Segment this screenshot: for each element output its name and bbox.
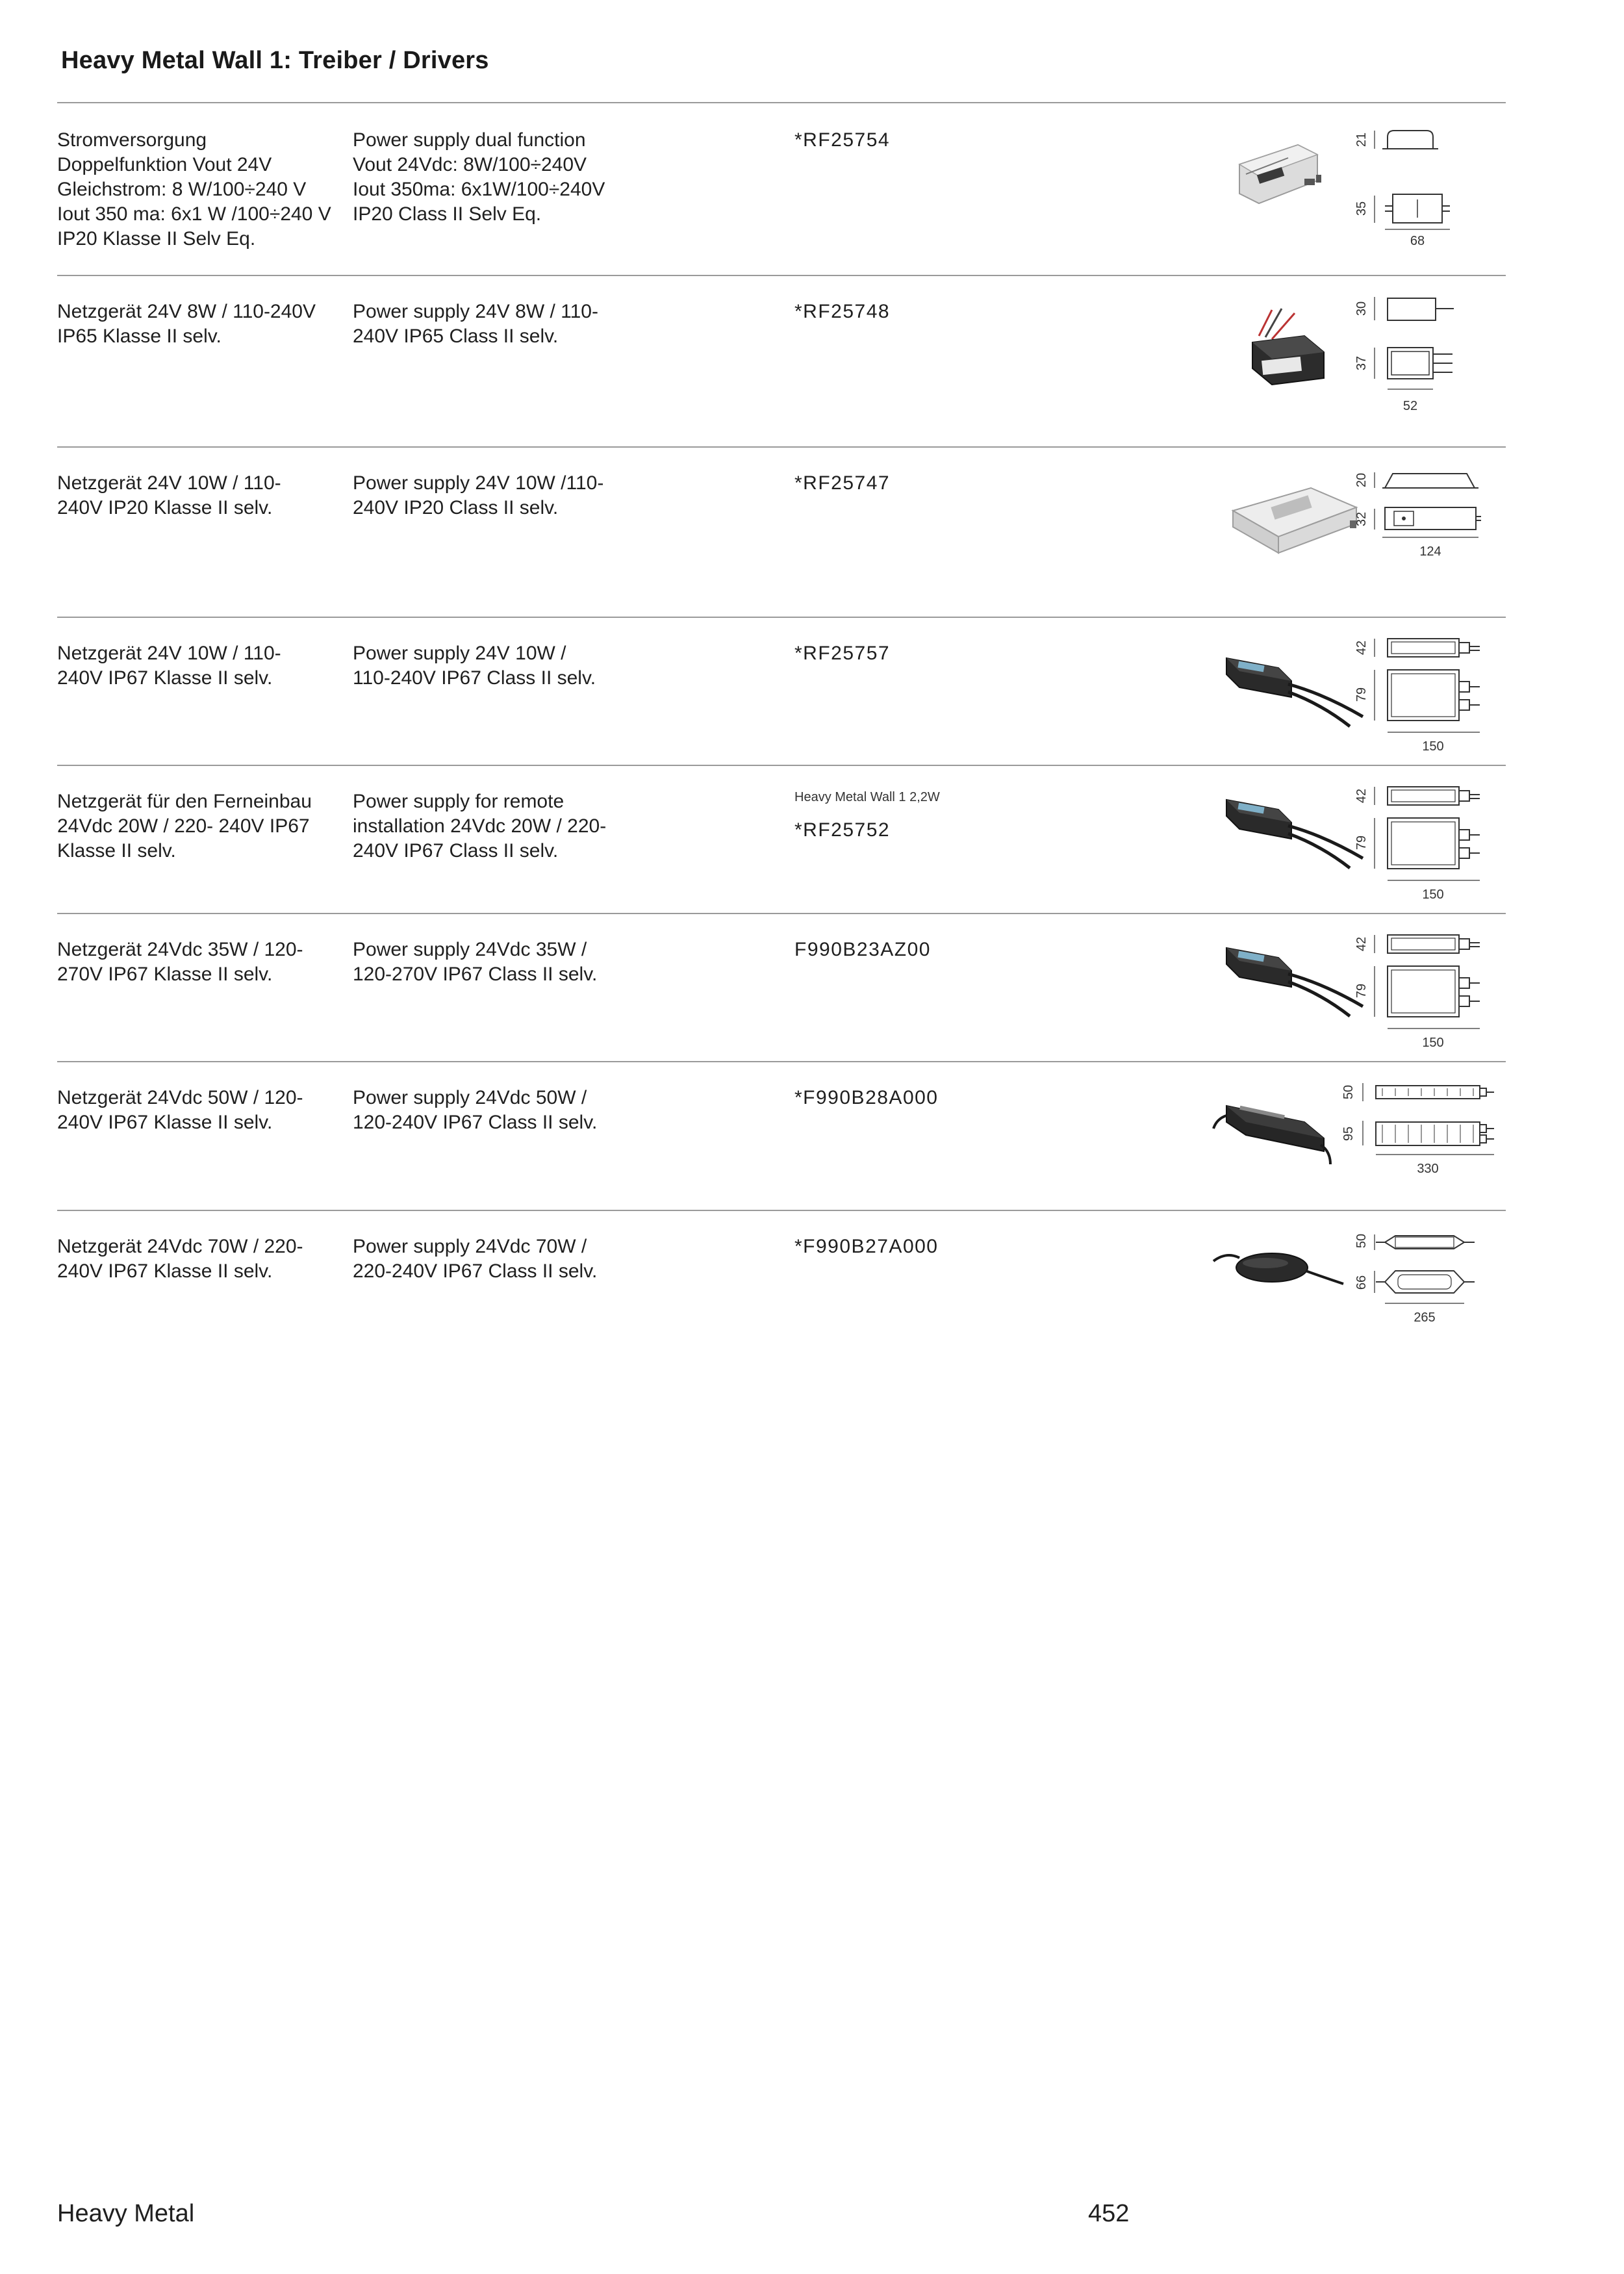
dimension-drawing (1356, 1218, 1506, 1354)
product-row (57, 275, 1506, 448)
product-photo (1155, 462, 1376, 572)
dimension-drawing (1356, 454, 1506, 591)
description-english: Power supply 24Vdc 70W / 220-240V IP67 Class II selv. (353, 1236, 598, 1282)
dimension-length-label: 68 (1410, 234, 1425, 248)
dimension-length-label: 124 (1419, 544, 1441, 559)
article-code-cell (794, 300, 1119, 324)
article-code: *RF25754 (794, 129, 891, 151)
dimension-height-label: 42 (1354, 936, 1369, 952)
product-photo (1155, 1225, 1376, 1336)
description-english: Power supply 24Vdc 35W / 120-270V IP67 Class II selv. (353, 939, 598, 985)
description-english: Power supply for remote installation 24Vdc 20W / 220- 240V IP67 Class II selv. (353, 791, 607, 862)
dimension-height-label: 42 (1354, 640, 1369, 656)
dimension-drawing (1356, 624, 1506, 761)
product-row (57, 1061, 1506, 1211)
footer-brand: Heavy Metal (57, 2200, 195, 2227)
description-german: Netzgerät 24V 10W / 110- 240V IP67 Klasse II selv. (57, 643, 281, 689)
dimension-length-label: 150 (1422, 1036, 1444, 1050)
product-photo (1155, 928, 1376, 1039)
dimension-length-label: 330 (1417, 1162, 1439, 1176)
compatibility-note: Heavy Metal Wall 1 2,2W (794, 790, 940, 804)
description-german: Netzgerät für den Ferneinbau 24Vdc 20W / 220- 240V IP67 Klasse II selv. (57, 791, 312, 862)
product-photo (1155, 780, 1376, 891)
article-code: *RF25757 (794, 643, 891, 664)
dimension-drawing (1356, 773, 1506, 909)
product-photo (1155, 119, 1376, 229)
description-english: Power supply dual function Vout 24Vdc: 8W/100÷240V Iout 350ma: 6x1W/100÷240V IP20 Class II Selv Eq. (353, 129, 605, 225)
dimension-height-label: 50 (1354, 1233, 1369, 1249)
product-row (57, 913, 1506, 1062)
description-english: Power supply 24Vdc 50W / 120-240V IP67 Class II selv. (353, 1087, 598, 1133)
product-row (57, 765, 1506, 914)
article-code-cell (794, 471, 1119, 496)
article-code-cell (794, 1086, 1119, 1110)
product-row (57, 446, 1506, 618)
page-title: Heavy Metal Wall 1: Treiber / Drivers (61, 47, 489, 74)
dimension-drawing (1341, 1069, 1506, 1205)
description-english: Power supply 24V 8W / 110- 240V IP65 Class II selv. (353, 301, 598, 347)
product-photo (1155, 632, 1376, 743)
article-code-cell (794, 938, 1119, 962)
dimension-height-label: 50 (1341, 1084, 1356, 1100)
product-row (57, 103, 1506, 276)
dimension-depth-label: 66 (1354, 1275, 1369, 1290)
article-code-cell (794, 128, 1119, 153)
dimension-depth-label: 35 (1354, 201, 1369, 216)
description-german: Netzgerät 24Vdc 35W / 120- 270V IP67 Klasse II selv. (57, 939, 303, 985)
product-row (57, 1210, 1506, 1366)
dimension-depth-label: 37 (1354, 355, 1369, 371)
description-german: Netzgerät 24Vdc 70W / 220- 240V IP67 Klasse II selv. (57, 1236, 303, 1282)
article-code-cell (794, 1234, 1119, 1259)
dimension-depth-label: 95 (1341, 1126, 1356, 1142)
article-code: *RF25752 (794, 819, 891, 841)
dimension-height-label: 20 (1354, 472, 1369, 488)
page-number: 452 (1088, 2200, 1130, 2227)
description-english: Power supply 24V 10W / 110-240V IP67 Class II selv. (353, 643, 596, 689)
article-code-cell (794, 641, 1119, 666)
dimension-drawing (1356, 283, 1506, 419)
dimension-depth-label: 79 (1354, 835, 1369, 850)
description-german: Stromversorgung Doppelfunktion Vout 24V Gleichstrom: 8 W/100÷240 V Iout 350 ma: 6x1 W /100÷240 V IP20 Klasse II Selv Eq. (57, 129, 331, 249)
dimension-depth-label: 79 (1354, 983, 1369, 999)
article-code: *RF25747 (794, 472, 891, 494)
dimension-depth-label: 79 (1354, 687, 1369, 702)
dimension-depth-label: 32 (1354, 511, 1369, 527)
dimension-length-label: 52 (1402, 399, 1418, 413)
description-german: Netzgerät 24V 10W / 110- 240V IP20 Klasse II selv. (57, 472, 281, 518)
article-code: *F990B27A000 (794, 1236, 939, 1257)
article-code: *F990B28A000 (794, 1087, 939, 1108)
dimension-drawing (1356, 921, 1506, 1057)
article-code: *RF25748 (794, 301, 891, 322)
dimension-length-label: 150 (1422, 739, 1444, 754)
product-photo (1155, 290, 1376, 401)
description-german: Netzgerät 24Vdc 50W / 120- 240V IP67 Klasse II selv. (57, 1087, 303, 1133)
dimension-drawing (1356, 111, 1506, 248)
dimension-length-label: 265 (1414, 1310, 1436, 1325)
article-code-cell (794, 789, 1119, 843)
dimension-height-label: 42 (1354, 788, 1369, 804)
description-german: Netzgerät 24V 8W / 110-240V IP65 Klasse II selv. (57, 301, 316, 347)
product-row (57, 617, 1506, 766)
description-english: Power supply 24V 10W /110- 240V IP20 Class II selv. (353, 472, 604, 518)
article-code: F990B23AZ00 (794, 939, 931, 960)
dimension-length-label: 150 (1422, 888, 1444, 902)
dimension-height-label: 30 (1354, 301, 1369, 316)
dimension-height-label: 21 (1354, 132, 1369, 147)
